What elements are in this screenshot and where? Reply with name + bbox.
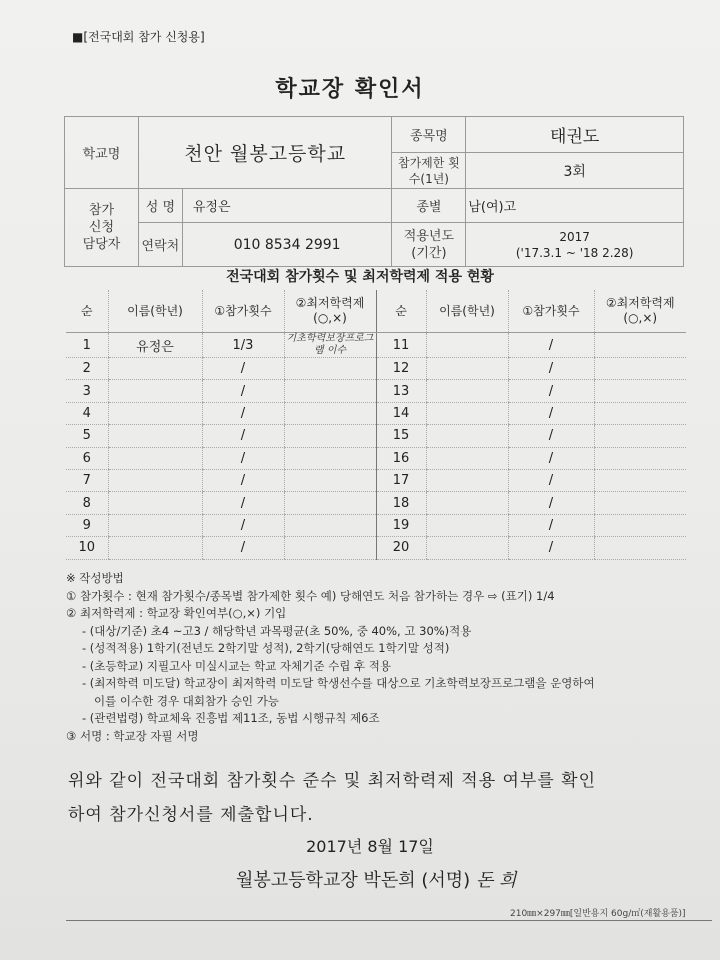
instruction-law: - (관련법령) 학교체육 진흥법 제11조, 동법 시행규칙 제6조	[82, 711, 380, 725]
bottom-rule	[66, 920, 712, 921]
row-min-academic-right	[594, 537, 686, 559]
row-count-right: /	[508, 514, 594, 536]
row-count-right: /	[508, 469, 594, 491]
row-name-left	[108, 425, 202, 447]
row-count-left: /	[202, 380, 284, 402]
table-row	[66, 514, 686, 536]
row-count-left: /	[202, 492, 284, 514]
document-title: 학교장 확인서	[275, 77, 425, 102]
header-name-left: 이름(학년)	[108, 290, 202, 333]
row-no-left: 7	[66, 469, 108, 491]
gender-value: 남(여)고	[466, 189, 684, 223]
row-min-academic-right	[594, 402, 686, 424]
row-count-right: /	[508, 358, 594, 380]
header-min-left: ②최저학력제 (○,×)	[284, 290, 376, 333]
participation-subtitle: 전국대회 참가횟수 및 최저학력제 적용 현황	[226, 269, 494, 285]
row-count-left: /	[202, 402, 284, 424]
instructions-heading: ※ 작성방법	[66, 571, 124, 585]
applicant-name: 유정은	[182, 189, 392, 223]
row-min-academic-right	[594, 447, 686, 469]
submission-date: 2017년 8월 17일	[306, 837, 434, 856]
row-count-right: /	[508, 402, 594, 424]
contact-value: 010 8534 2991	[182, 223, 392, 267]
instruction-below-minimum-cont: 이를 이수한 경우 대회참가 승인 가능	[94, 693, 279, 708]
row-count-right: /	[508, 380, 594, 402]
applicant-label: 참가 신청 담당자	[65, 189, 139, 267]
participation-rows	[66, 333, 686, 560]
limit-label: 참가제한 횟수(1년)	[392, 153, 466, 189]
row-no-right: 14	[376, 402, 426, 424]
row-name-left	[108, 514, 202, 536]
row-min-academic-right	[594, 514, 686, 536]
row-no-left: 9	[66, 514, 108, 536]
row-count-left: /	[202, 537, 284, 559]
row-min-academic-left	[284, 537, 376, 559]
row-min-academic-left	[284, 380, 376, 402]
instruction-below-minimum: - (최저학력 미도달) 학교장이 최저학력 미도달 학생선수를 대상으로 기초학력보장프로그램을 운영하여	[82, 676, 595, 690]
school-label: 학교명	[65, 117, 139, 189]
header-count-left: ①참가횟수	[202, 290, 284, 333]
row-name-left	[108, 537, 202, 559]
row-name-left	[108, 380, 202, 402]
principal-name: 월봉고등학교장 박돈희	[236, 870, 416, 891]
row-no-right: 17	[376, 469, 426, 491]
row-name-left	[108, 469, 202, 491]
table-row	[66, 402, 686, 424]
row-min-academic-right	[594, 425, 686, 447]
row-name-right	[426, 492, 508, 514]
header-count-right: ①참가횟수	[508, 290, 594, 333]
row-min-academic-right	[594, 380, 686, 402]
row-count-right: /	[508, 425, 594, 447]
table-row	[66, 358, 686, 380]
header-no-left: 순	[66, 290, 108, 333]
instruction-grades: - (성적적용) 1학기(전년도 2학기말 성적), 2학기(당해연도 1학기말 성적)	[82, 641, 450, 655]
row-no-left: 10	[66, 537, 108, 559]
paper-spec: 210㎜×297㎜[일반용지 60g/㎡(재활용품)]	[510, 909, 686, 919]
principal-signature-line	[236, 866, 516, 892]
row-name-right	[426, 333, 508, 358]
row-min-academic-right	[594, 358, 686, 380]
seal-label: (서명)	[421, 870, 471, 891]
participation-table	[66, 290, 686, 560]
instruction-participation: ① 참가횟수 : 현재 참가횟수/종목별 참가제한 횟수 예) 당해연도 처음 참가하는 경우 ⇨ (표기) 1/4	[66, 588, 555, 603]
instruction-signature: ③ 서명 : 학교장 자필 서명	[66, 728, 199, 743]
row-no-left: 4	[66, 402, 108, 424]
row-no-left: 8	[66, 492, 108, 514]
row-min-academic-left: 기초학력보장프로그램 이수	[284, 333, 376, 358]
row-no-left: 5	[66, 425, 108, 447]
header-min-right: ②최저학력제 (○,×)	[594, 290, 686, 333]
table-row	[66, 492, 686, 514]
row-min-academic-left	[284, 514, 376, 536]
row-min-academic-right	[594, 492, 686, 514]
row-min-academic-right	[594, 469, 686, 491]
contact-label: 연락처	[138, 223, 182, 267]
row-name-right	[426, 380, 508, 402]
sport-value: 태권도	[466, 117, 684, 153]
row-count-right: /	[508, 447, 594, 469]
row-count-right: /	[508, 492, 594, 514]
table-row	[66, 425, 686, 447]
header-name-right: 이름(학년)	[426, 290, 508, 333]
row-count-left: /	[202, 447, 284, 469]
row-no-right: 12	[376, 358, 426, 380]
row-no-left: 2	[66, 358, 108, 380]
row-count-left: /	[202, 425, 284, 447]
row-min-academic-left	[284, 492, 376, 514]
year-label: 적용년도 (기간)	[392, 223, 466, 267]
handwritten-signature: 돈 희	[475, 870, 517, 891]
row-no-right: 16	[376, 447, 426, 469]
instruction-target: - (대상/기준) 초4 ~고3 / 해당학년 과목평균(초 50%, 중 40%, 고 30%)적용	[82, 623, 472, 638]
row-count-left: /	[202, 514, 284, 536]
row-no-right: 11	[376, 333, 426, 358]
row-count-right: /	[508, 537, 594, 559]
table-row	[66, 537, 686, 559]
school-info-table	[64, 116, 684, 267]
row-no-right: 19	[376, 514, 426, 536]
gender-label: 종별	[392, 189, 466, 223]
declaration-line-1: 위와 같이 전국대회 참가횟수 준수 및 최저학력제 적용 여부를 확인	[68, 771, 597, 791]
table-row	[66, 447, 686, 469]
instruction-elementary: - (초등학교) 지필고사 미실시교는 학교 자체기준 수립 후 적용	[82, 658, 391, 673]
row-no-right: 15	[376, 425, 426, 447]
sport-label: 종목명	[392, 117, 466, 153]
year-cell	[466, 223, 684, 267]
row-name-right	[426, 514, 508, 536]
header-no-right: 순	[376, 290, 426, 333]
school-name: 천안 월봉고등학교	[138, 117, 392, 189]
row-name-right	[426, 425, 508, 447]
declaration	[68, 764, 596, 832]
declaration-line-2: 하여 참가신청서를 제출합니다.	[68, 805, 314, 825]
year-value: 2017	[559, 229, 590, 244]
name-label: 성 명	[138, 189, 182, 223]
row-min-academic-left	[284, 402, 376, 424]
row-min-academic-left	[284, 447, 376, 469]
row-min-academic-left	[284, 469, 376, 491]
row-name-left	[108, 358, 202, 380]
row-min-academic-left	[284, 358, 376, 380]
row-name-right	[426, 447, 508, 469]
row-name-right	[426, 537, 508, 559]
row-no-right: 13	[376, 380, 426, 402]
row-name-right	[426, 469, 508, 491]
limit-value: 3회	[466, 153, 684, 189]
table-row	[66, 469, 686, 491]
row-no-left: 6	[66, 447, 108, 469]
row-count-right: /	[508, 333, 594, 358]
row-min-academic-left	[284, 425, 376, 447]
row-name-right	[426, 402, 508, 424]
row-count-left: 1/3	[202, 333, 284, 358]
row-name-left	[108, 402, 202, 424]
row-no-left: 1	[66, 333, 108, 358]
row-no-right: 20	[376, 537, 426, 559]
row-count-left: /	[202, 469, 284, 491]
row-no-left: 3	[66, 380, 108, 402]
instruction-min-academic: ② 최저학력제 : 학교장 확인여부(○,×) 기입	[66, 606, 287, 620]
row-no-right: 18	[376, 492, 426, 514]
row-min-academic-right	[594, 333, 686, 358]
period-value: ('17.3.1 ~ '18 2.28)	[515, 245, 634, 260]
table-row	[66, 333, 686, 358]
writing-instructions	[66, 570, 595, 745]
row-count-left: /	[202, 358, 284, 380]
row-name-left	[108, 492, 202, 514]
row-name-left: 유정은	[108, 333, 202, 358]
row-name-right	[426, 358, 508, 380]
table-row	[66, 380, 686, 402]
row-name-left	[108, 447, 202, 469]
form-tag: ■[전국대회 참가 신청용]	[72, 30, 205, 44]
